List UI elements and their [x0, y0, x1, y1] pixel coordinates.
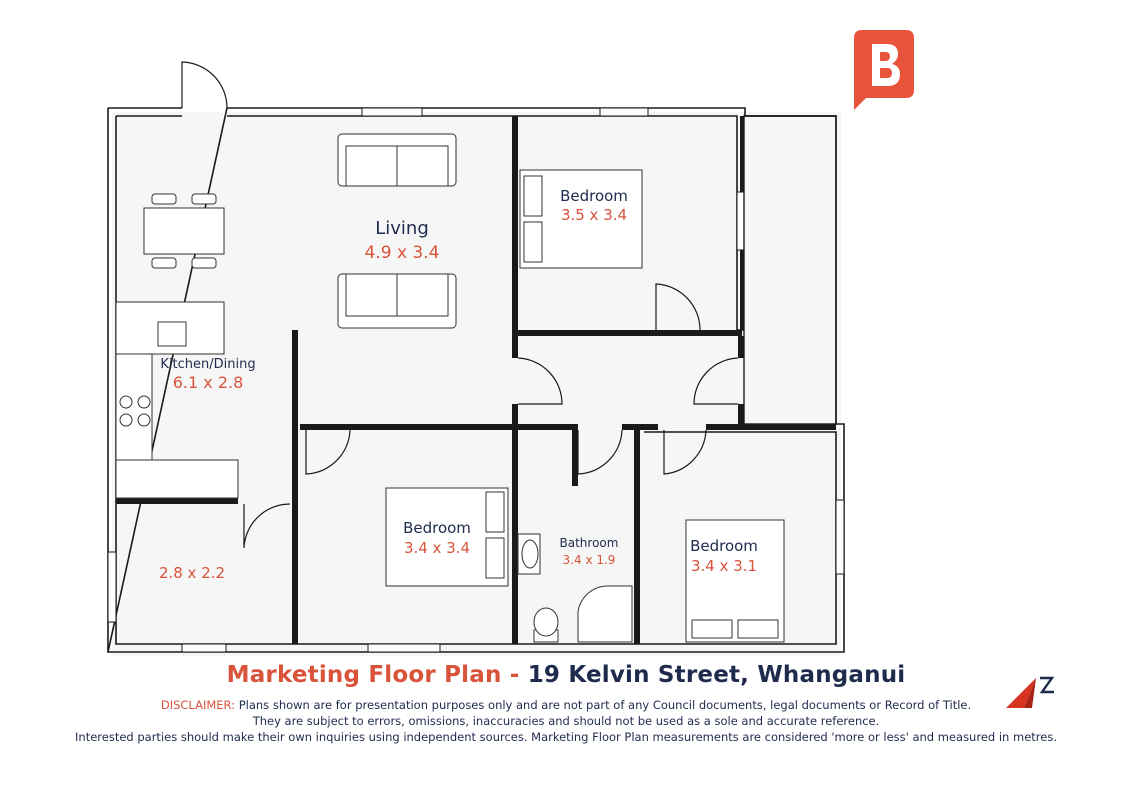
kitchen-dining-dims: 6.1 x 2.8	[172, 373, 244, 392]
brand-logo-icon	[854, 30, 914, 110]
bathroom-name: Bathroom	[559, 536, 619, 550]
disclaimer-label: DISCLAIMER:	[160, 698, 236, 712]
sofa-bottom-icon	[338, 274, 456, 328]
disclaimer-line-3: Interested parties should make their own inquiries using independent sources. Marketing Floor Plan measurements are considered 'more or less' and measured in metres.	[75, 730, 1057, 744]
bedroom-right-dims: 3.4 x 3.1	[690, 557, 758, 575]
plan-title	[0, 662, 1132, 688]
disclaimer-text-1: Plans shown are for presentation purposes only and are not part of any Council documents, legal documents or Record of Title.	[238, 698, 972, 712]
vanity-icon	[518, 534, 540, 574]
bedroom-middle-name: Bedroom	[403, 519, 471, 537]
title-prefix: Marketing Floor Plan -	[226, 662, 520, 688]
bedroom-middle-dims: 3.4 x 3.4	[403, 539, 471, 557]
kitchen-dining-name: Kitchen/Dining	[160, 357, 256, 372]
living-name: Living	[375, 218, 429, 239]
disclaimer-line-2: They are subject to errors, omissions, inaccuracies and should not be used as a sole and accurate reference.	[252, 714, 880, 728]
bathroom-dims: 3.4 x 1.9	[562, 553, 616, 567]
bed-middle-icon	[386, 488, 508, 586]
bedroom-top-dims: 3.5 x 3.4	[560, 206, 628, 224]
laundry-dims: 2.8 x 2.2	[158, 564, 226, 582]
living-dims: 4.9 x 3.4	[364, 243, 440, 263]
sofa-top-icon	[338, 134, 456, 186]
title-address: 19 Kelvin Street, Whanganui	[527, 662, 906, 688]
toilet-icon	[534, 608, 558, 642]
bedroom-right-name: Bedroom	[690, 537, 758, 555]
disclaimer-line-1	[0, 697, 1132, 713]
bedroom-top-name: Bedroom	[560, 187, 628, 205]
